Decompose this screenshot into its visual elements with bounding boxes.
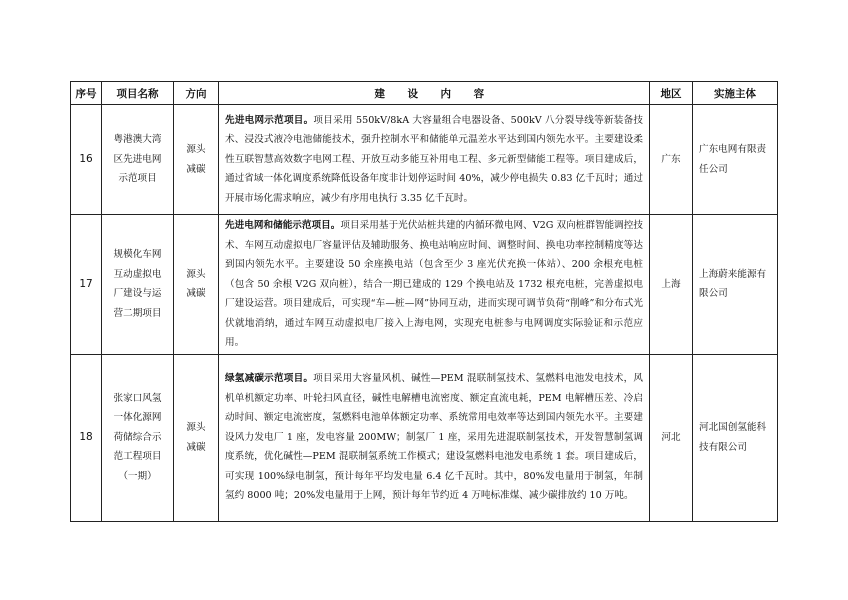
row-direction: 源头减碳 — [174, 354, 219, 521]
table-row — [71, 215, 778, 355]
row-project-name: 粤港澳大湾区先进电网示范项目 — [102, 105, 174, 215]
header-content: 建 设 内 容 — [219, 82, 650, 105]
projects-table — [70, 81, 778, 522]
row-region: 上海 — [650, 215, 693, 355]
row-direction: 源头减碳 — [174, 215, 219, 355]
row-direction: 源头减碳 — [174, 105, 219, 215]
row-region: 广东 — [650, 105, 693, 215]
row-content-body: 项目采用基于光伏站桩共建的内循环微电网、V2G 双向桩群智能调控技术、车网互动虚拟电厂容量评估及辅助服务、换电站响应时间、调整时间、换电功率控制精度等达到国内领先水平。主要建设 50 余座换电站（包含至少 3 座光伏充换一体站）、200 余根充电桩（包含 50 余根 V2G 双向桩），结合一期已建成的 129 个换电站及 1732 根充电桩，完善虚拟电厂建设运营。项目建成后，可实现“车—桩—网”协同互动，进而实现可调节负荷“削峰”和分布式光伏就地消纳，通过车网互动虚拟电厂接入上海电网，实现充电桩参与电网调度实际验证和示范应用。 — [225, 220, 643, 348]
header-direction: 方向 — [174, 82, 219, 105]
row-implementer: 广东电网有限责任公司 — [693, 105, 778, 215]
row-content-lead: 绿氢减碳示范项目。 — [225, 373, 314, 385]
row-content — [219, 354, 650, 521]
row-project-name: 规模化车网互动虚拟电厂建设与运营二期项目 — [102, 215, 174, 355]
table-header-row — [71, 82, 778, 105]
row-project-name: 张家口风氢一体化源网荷储综合示范工程项目（一期） — [102, 354, 174, 521]
row-no: 17 — [71, 215, 102, 355]
header-implementer: 实施主体 — [693, 82, 778, 105]
header-name: 项目名称 — [102, 82, 174, 105]
row-region: 河北 — [650, 354, 693, 521]
row-content-lead: 先进电网和储能示范项目。 — [225, 220, 341, 231]
header-no: 序号 — [71, 82, 102, 105]
row-content-body: 项目采用大容量风机、碱性—PEM 混联制氢技术、氢燃料电池发电技术，风机单机额定功率、叶轮扫风直径，碱性电解槽电流密度、额定直流电耗，PEM 电解槽压差、冷启动时间、额定电流密度，氢燃料电池单体额定功率、系统常用电效率等达到国内领先水平。主要建设风力发电厂 1 座，发电容量 200MW；制氢厂 1 座，采用先进混联制氢技术，开发智慧制氢调度系统，优化碱性—PEM 混联制氢系统工作模式；建设氢燃料电池发电系统 1 套。项目建成后，可实现 100%绿电制氢，预计每年平均发电量 6.4 亿千瓦时。其中，80%发电量用于制氢，年制氢约 8000 吨；20%发电量用于上网，预计每年节约近 4 万吨标准煤、减少碳排放约 10 万吨。 — [225, 373, 643, 502]
row-implementer: 河北国创氢能科技有限公司 — [693, 354, 778, 521]
row-no: 16 — [71, 105, 102, 215]
row-content — [219, 105, 650, 215]
row-content-lead: 先进电网示范项目。 — [225, 114, 314, 126]
row-implementer: 上海蔚来能源有限公司 — [693, 215, 778, 355]
row-no: 18 — [71, 354, 102, 521]
row-content-body: 项目采用 550kV/8kA 大容量组合电器设备、500kV 八分裂导线等新装备技术、浸没式液冷电池储能技术，强升控制水平和储能单元温差水平达到国内领先水平。主要建设柔性互联智慧高效数字电网工程、开放互动多能互补用电工程、多元新型储能工程等。项目建成后，通过省域一体化调度系统降低设备年度非计划停运时间 40%，减少停电损失 0.83 亿千瓦时；通过开展市场化需求响应，减少有序用电执行 3.35 亿千瓦时。 — [225, 114, 643, 204]
table-row — [71, 354, 778, 521]
row-content — [219, 215, 650, 355]
header-region: 地区 — [650, 82, 693, 105]
table-row — [71, 105, 778, 215]
